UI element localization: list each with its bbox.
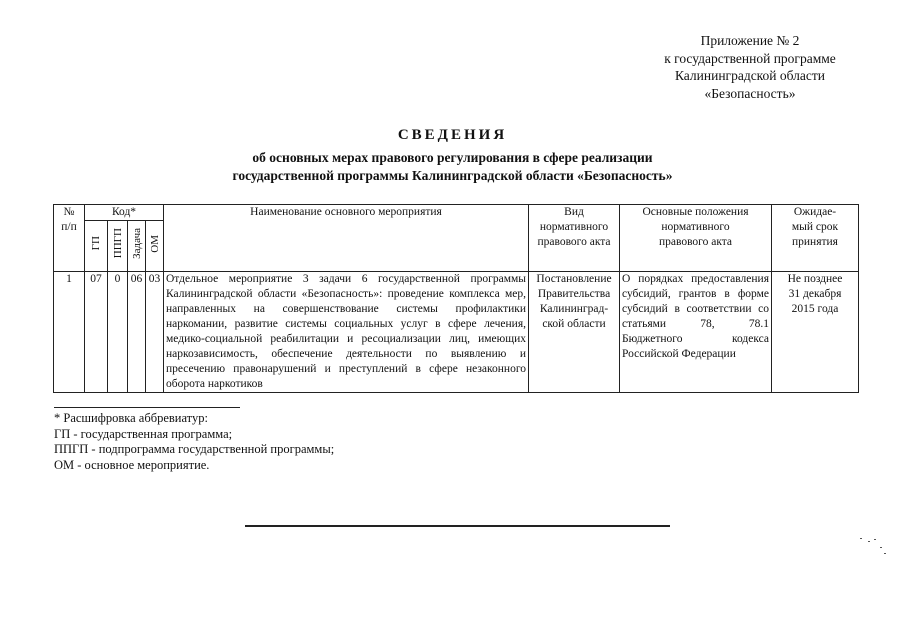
footnote-line: ОМ - основное мероприятие.	[54, 457, 210, 472]
scan-artifact	[860, 538, 888, 558]
footnote-line: ППГП - подпрограмма государственной программы;	[54, 442, 335, 456]
footnote-line: * Расшифровка аббревиатур:	[54, 411, 208, 425]
subtitle-line: об основных мерах правового регулирования в сфере реализации	[252, 150, 653, 165]
cell-act-type: Постановление Правительства Калининград- ской области	[529, 272, 620, 393]
measures-table	[53, 204, 859, 393]
document-title: СВЕДЕНИЯ	[397, 127, 508, 143]
cell-measure: Отдельное мероприятие 3 задачи 6 государственной программы Калининградской области «Безопасность»: проведение комплекса мер, направленных на совершенствование системы профилактики наркомании, развитие системы социальных услуг в сфере лечения, медико-социальной реабилитации и ресоциализации лиц, имеющих наркозависимость, обеспечение деятельности по выявлению и пресечению правонарушений и преступлений в сфере незаконного оборота наркотиков	[164, 272, 529, 393]
document-subtitle	[0, 149, 905, 185]
header-code-task: Задача	[128, 221, 146, 272]
appendix-header	[620, 32, 880, 102]
cell-ppgp: 0	[108, 272, 128, 393]
header-code: Код*	[85, 205, 164, 221]
header-provisions: Основные положения нормативного правового акта	[620, 205, 772, 272]
appendix-line: к государственной программе	[664, 50, 836, 66]
cell-deadline: Не позднее 31 декабря 2015 года	[772, 272, 859, 393]
cell-gp: 07	[85, 272, 108, 393]
cell-provisions: О порядках предоставления субсидий, грантов в форме субсидий в соответствии со статьями 78, 78.1 Бюджетного кодекса Российской Федерации	[620, 272, 772, 393]
footnotes	[54, 411, 334, 473]
header-code-om: ОМ	[146, 221, 164, 272]
footnote-divider	[54, 407, 240, 408]
header-act-type: Вид нормативного правового акта	[529, 205, 620, 272]
header-number: № п/п	[54, 205, 85, 272]
footnote-line: ГП - государственная программа;	[54, 426, 233, 441]
cell-task: 06	[128, 272, 146, 393]
cell-om: 03	[146, 272, 164, 393]
header-code-gp: ГП	[85, 221, 108, 272]
table-row	[54, 272, 859, 393]
header-deadline: Ожидае- мый срок принятия	[772, 205, 859, 272]
bottom-divider	[245, 525, 670, 527]
header-code-ppgp: ППГП	[108, 221, 128, 272]
appendix-line: Калининградской области	[674, 68, 826, 83]
appendix-line: Приложение № 2	[700, 33, 800, 48]
cell-number: 1	[54, 272, 85, 393]
appendix-line: «Безопасность»	[704, 85, 796, 101]
subtitle-line: государственной программы Калининградской области «Безопасность»	[232, 168, 673, 183]
header-measure: Наименование основного мероприятия	[164, 205, 529, 272]
